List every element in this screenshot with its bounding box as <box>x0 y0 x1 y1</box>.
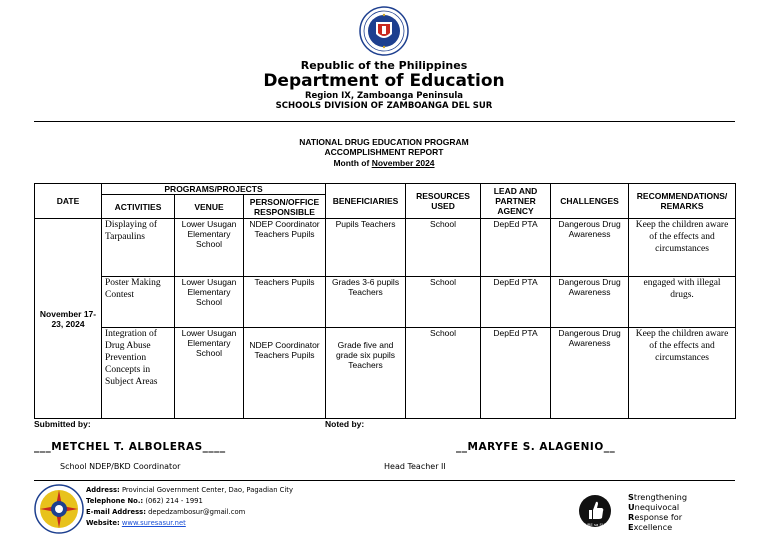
email-label: E-mail Address: <box>86 508 146 516</box>
header-beneficiaries: BENEFICIARIES <box>326 184 406 219</box>
footer-website <box>86 519 186 527</box>
remarks-cell: engaged with illegal drugs. <box>629 277 736 328</box>
lead-cell: DepEd PTA <box>481 219 551 277</box>
report-month-label: Month of <box>333 158 372 168</box>
noter-name: __MARYFE S. ALAGENIO__ <box>456 441 616 453</box>
resources-cell: School <box>406 328 481 419</box>
submitter-name: ___METCHEL T. ALBOLERAS____ <box>34 441 226 453</box>
person-cell: NDEP Coordinator Teachers Pupils <box>244 219 326 277</box>
report-month <box>0 158 768 168</box>
header-divider <box>34 121 735 122</box>
challenges-cell: Dangerous Drug Awareness <box>551 277 629 328</box>
footer-email <box>86 508 245 516</box>
venue-cell: Lower Usugan Elementary School <box>175 328 244 419</box>
remarks-cell: Keep the children aware of the effects and circumstances <box>629 328 736 419</box>
resources-cell: School <box>406 219 481 277</box>
header-resources: RESOURCES USED <box>406 184 481 219</box>
submitter-role: School NDEP/BKD Coordinator <box>60 462 181 471</box>
motto-line-1: Strengthening <box>628 492 688 502</box>
resources-cell: School <box>406 277 481 328</box>
department-title: Department of Education <box>263 71 505 91</box>
website-link[interactable]: www.suresasur.net <box>121 519 186 527</box>
person-cell: Teachers Pupils <box>244 277 326 328</box>
republic-line: Republic of the Philippines <box>300 59 468 72</box>
address-value: Provincial Government Center, Dao, Pagadian City <box>121 486 293 494</box>
motto-line-3: Response for <box>628 512 683 522</box>
header-date: DATE <box>35 184 102 219</box>
region-line: Region IX, Zamboanga Peninsula <box>304 91 464 101</box>
division-seal-icon <box>34 484 84 534</box>
report-month-value: November 2024 <box>371 158 435 168</box>
activity-cell: Displaying of Tarpaulins <box>102 219 175 277</box>
header-lead: LEAD AND PARTNER AGENCY <box>481 184 551 219</box>
beneficiaries-cell: Grade five and grade six pupils Teachers <box>326 328 406 419</box>
remarks-cell: Keep the children aware of the effects and circumstances <box>629 219 736 277</box>
division-line: SCHOOLS DIVISION OF ZAMBOANGA DEL SUR <box>275 101 493 111</box>
footer-divider <box>34 480 735 481</box>
beneficiaries-cell: Pupils Teachers <box>326 219 406 277</box>
deped-seal-icon <box>359 6 409 56</box>
address-label: Address: <box>86 486 120 494</box>
venue-cell: Lower Usugan Elementary School <box>175 219 244 277</box>
noted-by-label: Noted by: <box>325 419 365 429</box>
header-challenges: CHALLENGES <box>551 184 629 219</box>
venue-cell: Lower Usugan Elementary School <box>175 277 244 328</box>
table-row <box>35 277 736 328</box>
challenges-cell: Dangerous Drug Awareness <box>551 328 629 419</box>
table-row <box>35 328 736 419</box>
phone-label: Telephone No.: <box>86 497 144 505</box>
motto-line-4: Excellence <box>628 522 673 532</box>
submitted-by-label: Submitted by: <box>34 419 91 429</box>
header-person: PERSON/OFFICE RESPONSIBLE <box>244 195 326 219</box>
activity-cell: Integration of Drug Abuse Prevention Concepts in Subject Areas <box>102 328 175 419</box>
person-cell: NDEP Coordinator Teachers Pupils <box>244 328 326 419</box>
lead-cell: DepEd PTA <box>481 277 551 328</box>
header-activities: ACTIVITIES <box>102 195 175 219</box>
footer-phone <box>86 497 203 505</box>
table-row <box>35 219 736 277</box>
date-cell: November 17-23, 2024 <box>35 219 102 419</box>
activity-cell: Poster Making Contest <box>102 277 175 328</box>
website-label: Website: <box>86 519 120 527</box>
accomplishment-table <box>34 183 736 419</box>
sure-logo-text: SURE sa SUR <box>582 522 608 527</box>
header-programs: PROGRAMS/PROJECTS <box>102 184 326 195</box>
report-type-title: ACCOMPLISHMENT REPORT <box>324 147 444 157</box>
footer-address <box>86 486 293 494</box>
phone-value: (062) 214 - 1991 <box>145 497 203 505</box>
email-value: depedzambosur@gmail.com <box>148 508 246 516</box>
report-program-title: NATIONAL DRUG EDUCATION PROGRAM <box>299 137 469 147</box>
lead-cell: DepEd PTA <box>481 328 551 419</box>
beneficiaries-cell: Grades 3-6 pupils Teachers <box>326 277 406 328</box>
challenges-cell: Dangerous Drug Awareness <box>551 219 629 277</box>
motto-line-2: Unequivocal <box>628 502 680 512</box>
noter-role: Head Teacher II <box>384 462 446 471</box>
header-venue: VENUE <box>175 195 244 219</box>
header-recommendations: RECOMMENDATIONS/ REMARKS <box>629 184 736 219</box>
